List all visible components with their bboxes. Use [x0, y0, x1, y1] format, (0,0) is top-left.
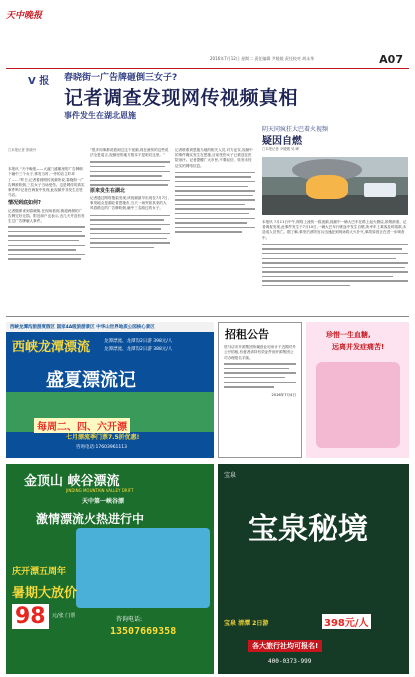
side-column [262, 220, 408, 290]
notice-body: 驻马店市开源集团所属营业用房计于近期对外公开招租,有意者请持有效证件到开源集团公司办理报名手续。 [224, 345, 296, 360]
page-header [0, 0, 415, 72]
notice-title: 招租公告 [225, 328, 269, 341]
text-lines [90, 161, 170, 185]
gorge-ad[interactable] [6, 464, 214, 674]
section-heading: 情况到底如何? [8, 200, 41, 207]
text-lines [262, 244, 408, 287]
article-paragraph: 记者联系到恩施当地的相关人员,对方证实,视频中的事件确实发生在恩施,目前受伤女子已被送往医院治疗。记者提醒广大市民,不要轻信、转发未经证实的网络信息。 [175, 148, 253, 168]
article-paragraph: 记者随即来到春晓街,在现场看到,街道两侧的广告牌完好无损。附近商户也表示,近几天并没有发生过广告牌砸人事件。 [8, 208, 85, 224]
gorge-price-unit: 元/张 门票 [52, 613, 76, 619]
gorge-price: 98 [12, 604, 49, 629]
spring-brand: 宝泉 [224, 472, 237, 479]
gorge-title-en: JINDING MOUNTAIN VALLEY DRIFT [66, 488, 134, 493]
article-byline: □本报记者 张晓丹 [8, 148, 37, 152]
health-ad[interactable] [306, 322, 409, 458]
rafting-route-2: 龙潭漂流、龙潭沟2日游 388元/人 [104, 347, 173, 352]
article-subhead: 事件发生在湖北恩施 [64, 111, 136, 120]
rafting-price-note: 七月漂流季门票7.5折优惠! [66, 434, 140, 441]
rafting-route-1: 龙潭漂流、龙潭沟2日游 398元/人 [104, 339, 173, 344]
gorge-phone[interactable]: 13507669358 [110, 626, 177, 637]
spring-agency: 各大旅行社均可报名! [248, 640, 322, 652]
section-tag: V 报 [28, 76, 50, 87]
spring-tour: 宝泉 清潭 2日游 [224, 620, 269, 627]
side-byline: □本报记者 尹媛媛 吴 峰 [262, 147, 299, 151]
text-lines [8, 226, 85, 259]
side-paragraph: 本报讯 7月11日中午,网络上流传一段视频,视频中一辆大巴车在路上起火燃烧,浓烟滚滚。记者调查发现,此事件发生于7月10日,一辆大巴车行驶途中发生自燃,所幸车上乘客及时疏散,未造成人员伤亡。据了解,事发后消防官兵迅速赶到现场将大火扑灭,事故原因正在进一步调查中。 [262, 220, 407, 240]
text-lines [219, 361, 301, 392]
header-rule [6, 68, 409, 69]
article-paragraph: 本报讯 “天中晚报——大渡门盛哪里的广告牌倒下砸中三个女子,事发当时,一旁的店主吓坏了……”昨日,记者看到网传视频所说,春晓街一广告牌被吹倒,三位女子当场受伤。这是网传的真实事件吗?记者在调查中发现,此视频并非发生在驻马店。 [8, 167, 85, 198]
text-lines [90, 215, 170, 248]
rafting-ad-title: 西峡龙潭漂流 [12, 340, 91, 355]
advertisement-area [0, 318, 415, 677]
notice-date: 2016年7月4日 [271, 392, 296, 397]
gorge-phone-label: 咨询电话: [116, 616, 143, 623]
spring-hotline[interactable]: 400-0373-999 [268, 658, 312, 665]
gorge-title: 金顶山 峡谷漂流 [24, 474, 120, 489]
page-number: A07 [379, 53, 403, 66]
article-paragraph: 记者通过网络搜索发现,该视频最早出现在7月7日,事发地点是湖北省恩施市,当天一场突如其来的大风将路边的广告牌吹倒,砸中三名路过的女子。 [90, 196, 169, 211]
health-image [316, 362, 400, 448]
spring-ad[interactable] [218, 464, 409, 674]
text-lines [175, 172, 255, 233]
side-kicker: 阴天同疯狂大巴着火视频 [262, 126, 329, 133]
article-column-1 [8, 148, 85, 263]
rafting-contact: 咨询电话:17603961113 [76, 445, 128, 450]
bus-fire-photo [262, 157, 408, 215]
health-title: 珍惜一生血糖, [326, 331, 371, 339]
ad-divider [6, 316, 409, 317]
article-quote: “很多同事都说看到过这个视频,现在流传的这些说法全是谣言,视频里的地方根本不是咱们这里。” [90, 148, 169, 158]
article-column-2 [90, 148, 170, 251]
gorge-slogan: 激情漂流火热进行中 [36, 512, 145, 526]
newspaper-logo: 天中晚报 [6, 11, 43, 21]
rafting-ad-header: 西峡龙潭沟旅游度假区 国家4A级旅游景区 中华山世界地质公园核心景区 [6, 322, 214, 332]
gorge-subtitle: 天中第一峡谷漂 [82, 498, 125, 505]
spring-price: 398元/人 [322, 614, 371, 629]
article-column-3 [175, 148, 255, 236]
rafting-ad[interactable] [6, 322, 214, 458]
gorge-anniversary: 庆开漂五周年 [12, 567, 67, 577]
article-headline: 记者调查发现网传视频真相 [64, 87, 299, 109]
rent-notice [218, 322, 302, 458]
article-kicker: 春晓街一广告牌砸倒三女子? [64, 73, 178, 83]
rafting-days: 每周二、四、六开漂 [34, 418, 130, 433]
issue-meta: 2016年7月12日 星期二 责任编辑 尹媛媛 责任校对 胡永华 [210, 56, 315, 61]
spring-title: 宝泉秘境 [248, 512, 368, 547]
section-heading: 原来发生在湖北 [90, 187, 126, 194]
gorge-photo [76, 528, 210, 608]
rafting-slogan: 盛夏漂流记 [46, 370, 136, 391]
gorge-promo: 暑期大放价 [12, 586, 78, 601]
health-subtitle: 远离并发症痛苦! [332, 343, 385, 351]
side-headline: 疑因自燃 [262, 136, 302, 147]
